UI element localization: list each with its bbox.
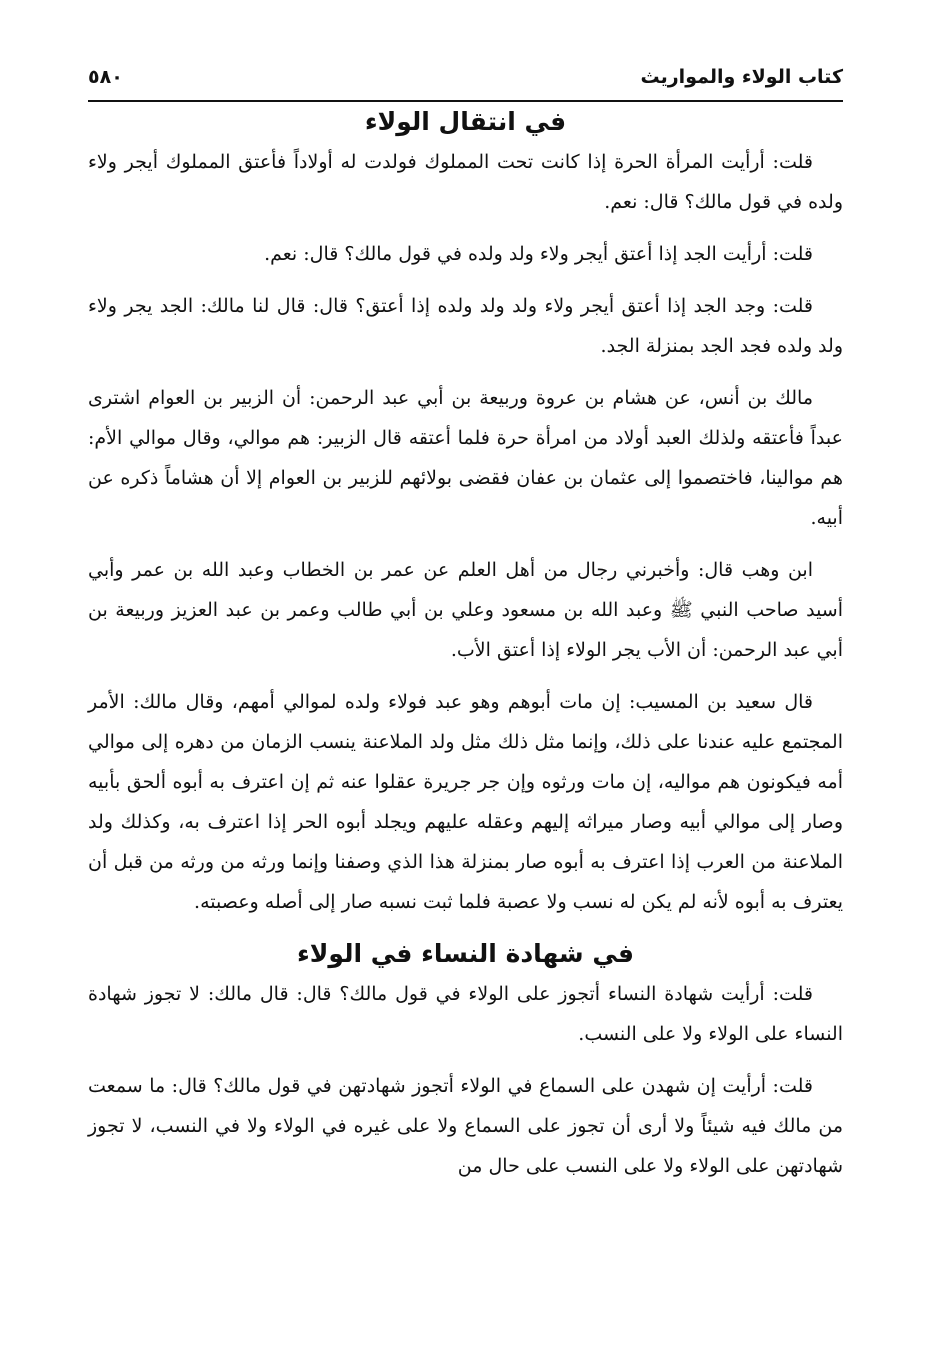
- paragraph: مالك بن أنس، عن هشام بن عروة وربيعة بن أبي عبد الرحمن: أن الزبير بن العوام اشترى عبداً فأعتقه ولذلك العبد أولاد من امرأة حرة فلما أعتقه قال الزبير: هم موالي، وقال موالي الأم: هم موالينا، فاختصموا إلى عثمان بن عفان فقضى بولائهم للزبير بن العوام إلا أن هشاماً ذكره عن أبيه.: [88, 387, 843, 529]
- paragraph: قلت: أرأيت شهادة النساء أتجوز على الولاء في قول مالك؟ قال: قال مالك: لا تجوز شهادة النساء على الولاء ولا على النسب.: [88, 983, 843, 1045]
- book-title: كتاب الولاء والمواريث: [640, 66, 843, 88]
- paragraph: قلت: أرأيت المرأة الحرة إذا كانت تحت المملوك فولدت له أولاداً فأعتق المملوك أيجر ولاء ولده في قول مالك؟ قال: نعم.: [88, 151, 843, 213]
- book-page: [88, 60, 843, 1330]
- paragraph: قلت: أرأيت إن شهدن على السماع في الولاء أتجوز شهادتهن في قول مالك؟ قال: ما سمعت من مالك فيه شيئاً ولا أرى أن تجوز على السماع ولا على غيره في الولاء ولا في النسب، لا تجوز شهادتهن على الولاء ولا على النسب على حال من: [88, 1075, 843, 1177]
- section-heading: في انتقال الولاء: [364, 107, 567, 136]
- running-header: [88, 60, 843, 102]
- page-number: ٥٨٠: [88, 66, 123, 88]
- paragraph: قلت: وجد الجد إذا أعتق أيجر ولاء ولد ولد ولده إذا أعتق؟ قال: قال لنا مالك: الجد يجر ولاء ولد ولده فجد الجد بمنزلة الجد.: [88, 295, 843, 357]
- section-heading: في شهادة النساء في الولاء: [297, 939, 634, 968]
- paragraph: قال سعيد بن المسيب: إن مات أبوهم وهو عبد فولاء ولده لموالي أمهم، وقال مالك: الأمر المجتمع عليه عندنا على ذلك، وإنما مثل ذلك مثل ولد الملاعنة ينسب الزمان من دهره إلى موالي أمه فيكونون هم مواليه، إن مات ورثوه وإن جر جريرة عقلوا عنه ثم إن اعترف به أبوه ألحق بأبيه وصار إلى موالي أبيه وصار ميراثه إليهم وعقله عليهم ويجلد أبوه الحر إذا اعترف به، وكذلك ولد الملاعنة من العرب إذا اعترف به أبوه صار بمنزلة هذا الذي وصفنا وإنما ورثه من ورثه من قبل أن يعترف به أبوه لأنه لم يكن له نسب ولا عصبة فلما ثبت نسبه صار إلى أصله وعصبته.: [88, 691, 843, 913]
- paragraph: ابن وهب قال: وأخبرني رجال من أهل العلم عن عمر بن الخطاب وعبد الله بن عمر وأبي أسيد صاحب النبي ﷺ وعبد الله بن مسعود وعلي بن أبي طالب وعمر بن عبد العزيز وربيعة بن أبي عبد الرحمن: أن الأب يجر الولاء إذا أعتق الأب.: [88, 559, 843, 661]
- paragraph: قلت: أرأيت الجد إذا أعتق أيجر ولاء ولد ولده في قول مالك؟ قال: نعم.: [264, 243, 813, 265]
